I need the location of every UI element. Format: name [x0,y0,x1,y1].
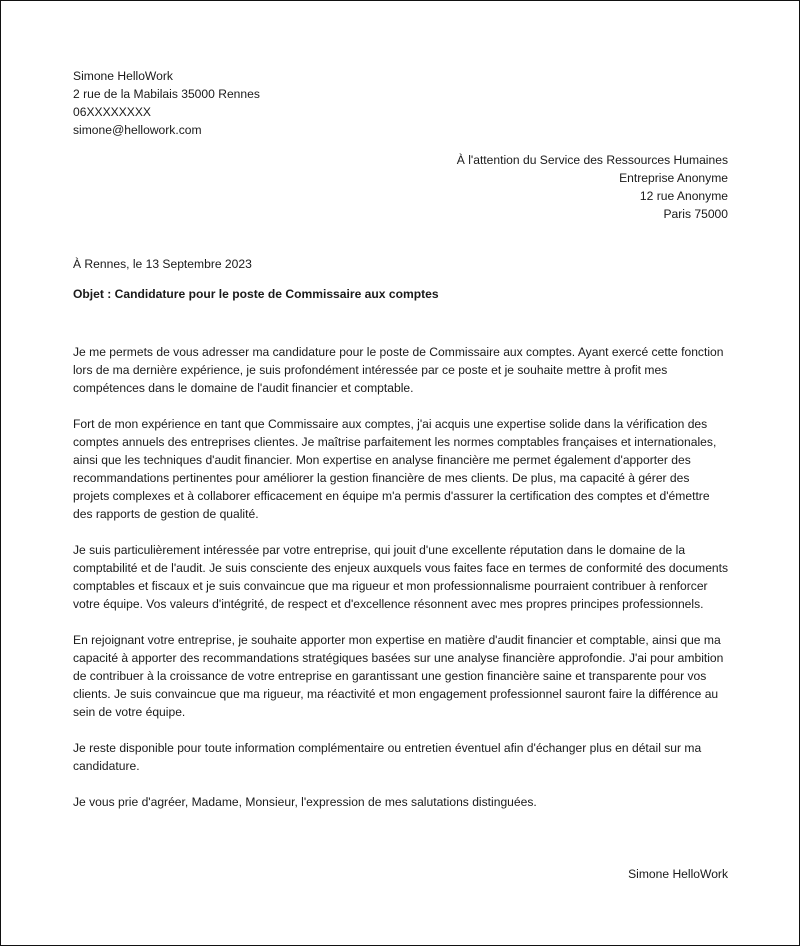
sender-name: Simone HelloWork [73,69,173,83]
body-paragraph: Je suis particulièrement intéressée par votre entreprise, qui jouit d'une excellente réputation dans le domaine de la comptabilité et de l'audit. Je suis consciente des enjeux auxquels vous faites face en termes de conformité des documents comptables et fiscaux et je suis convaincue que ma rigueur et mon professionnalisme pourraient contribuer à renforcer votre équipe. Vos valeurs d'intégrité, de respect et d'excellence résonnent avec mes propres principes professionnels. [73,543,729,611]
sender-email: simone@hellowork.com [73,123,202,137]
sender-phone: 06XXXXXXXX [73,105,151,119]
body-paragraph: Je me permets de vous adresser ma candidature pour le poste de Commissaire aux comptes. Ayant exercé cette fonction lors de ma dernière expérience, je suis profondément intéressée par ce poste et je souhaite mettre à profit mes compétences dans le domaine de l'audit financier et comptable. [73,345,724,395]
recipient-city: Paris 75000 [663,207,728,221]
body-paragraph: Je reste disponible pour toute information complémentaire ou entretien éventuel afin d'échanger plus en détail sur ma candidature. [73,741,702,773]
sender-block [73,67,260,139]
letter-body [73,343,729,829]
body-paragraph: Fort de mon expérience en tant que Commissaire aux comptes, j'ai acquis une expertise solide dans la vérification des comptes annuels des entreprises clientes. Je maîtrise parfaitement les normes comptables françaises et internationales, ainsi que les techniques d'audit financier. Mon expertise en analyse financière me permet également d'apporter des recommandations pertinentes pour améliorer la gestion financière de mes clients. De plus, ma capacité à gérer des projets complexes et à collaborer efficacement en équipe m'a permis d'assurer la certification des comptes et d'émettre des rapports de gestion de qualité. [73,417,717,521]
signature: Simone HelloWork [628,867,728,881]
sender-address: 2 rue de la Mabilais 35000 Rennes [73,87,260,101]
recipient-block [457,151,728,223]
closing-formula: Je vous prie d'agréer, Madame, Monsieur, l'expression de mes salutations distinguées. [73,795,537,809]
recipient-company: Entreprise Anonyme [619,171,728,185]
place-date: À Rennes, le 13 Septembre 2023 [73,257,252,271]
letter-subject: Objet : Candidature pour le poste de Commissaire aux comptes [73,287,439,301]
body-paragraph: En rejoignant votre entreprise, je souhaite apporter mon expertise en matière d'audit financier et comptable, ainsi que ma capacité à apporter des recommandations stratégiques basées sur une analyse financière approfondie. J'ai pour ambition de contribuer à la croissance de votre entreprise en garantissant une gestion financière saine et transparente pour vos clients. Je suis convaincue que ma rigueur, ma réactivité et mon engagement professionnel sauront faire la différence au sein de votre équipe. [73,633,724,719]
recipient-attention: À l'attention du Service des Ressources Humaines [456,153,728,167]
recipient-street: 12 rue Anonyme [639,189,728,203]
